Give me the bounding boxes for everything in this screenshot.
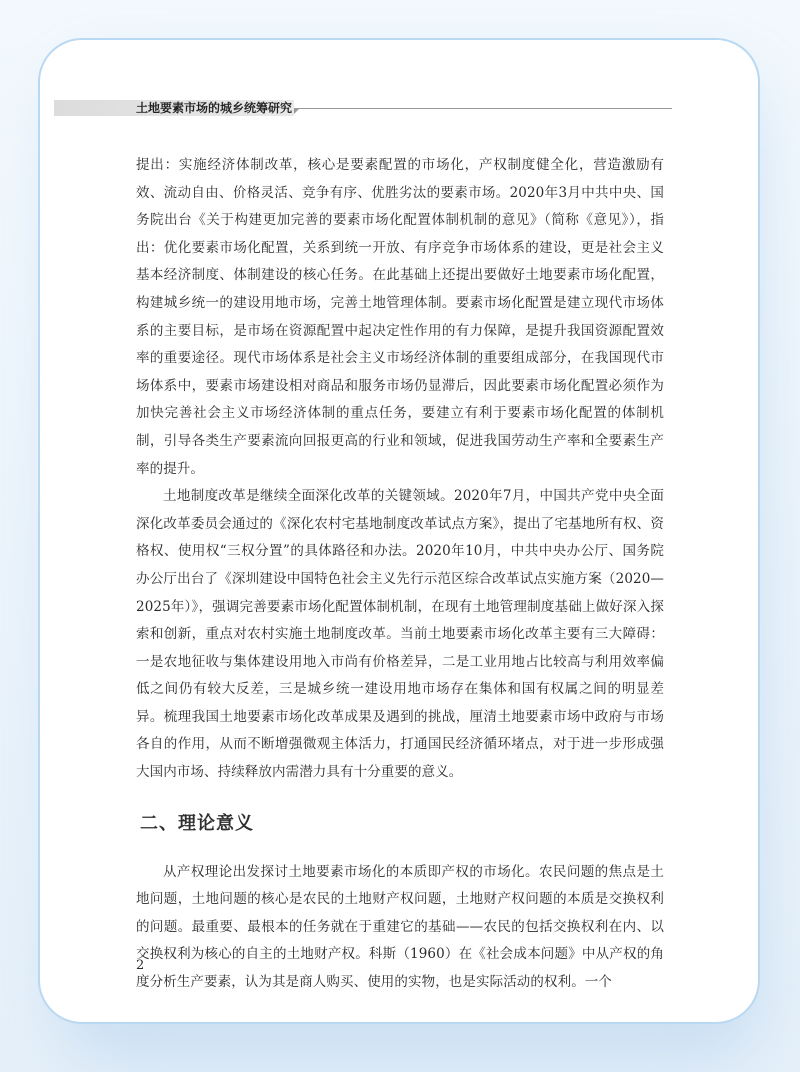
paragraph-property-rights: 从产权理论出发探讨土地要素市场化的本质即产权的市场化。农民问题的焦点是土地问题，土地问题的核心是农民的土地财产权问题，土地财产权问题的本质是交换权利的问题。最重要、最根本的任务就在于重建它的基础——农民的包括交换权利在内、以交换权利为核心的自主的土地财产权。科斯（1960）在《社会成本问题》中从产权的角度分析生产要素，认为其是商人购买、使用的实物，也是实际活动的权利。一个: [136, 863, 664, 991]
paragraph-land-reform: 土地制度改革是继续全面深化改革的关键领域。2020年7月，中国共产党中央全面深化改革委员会通过的《深化农村宅基地制度改革试点方案》，提出了宅基地所有权、资格权、使用权“三权分置”的具体路径和办法。2020年10月，中共中央办公厅、国务院办公厅出台了《深圳建设中国特色社会主义先行示范区综合改革试点实施方案（2020—2025年）》，强调完善要素市场化配置体制机制，在现有土地管理制度基础上做好深入探索和创新，重点对农村实施土地制度改革。当前土地要素市场化改革主要有三大障碍：一是农地征收与集体建设用地入市尚有价格差异，二是工业用地占比较高与利用效率偏低之间仍有较大反差，三是城乡统一建设用地市场存在集体和国有权属之间的明显差异。梳理我国土地要素市场化改革成果及遇到的挑战，厘清土地要素市场中政府与市场各自的作用，从而不断增强微观主体活力，打通国民经济循环堵点，对于进一步形成强大国内市场、持续释放内需潜力具有十分重要的意义。: [136, 488, 664, 781]
page-body: [136, 152, 664, 997]
paragraph-continuation: 提出：实施经济体制改革，核心是要素配置的市场化，产权制度健全化，营造激励有效、流动自由、价格灵活、竞争有序、优胜劣汰的要素市场。2020年3月中共中央、国务院出台《关于构建更加完善的要素市场化配置体制机制的意见》（简称《意见》），指出：优化要素市场化配置，关系到统一开放、有序竞争市场体系的建设，更是社会主义基本经济制度、体制建设的核心任务。在此基础上还提出要做好土地要素市场化配置，构建城乡统一的建设用地市场，完善土地管理体制。要素市场化配置是建立现代市场体系的主要目标，是市场在资源配置中起决定性作用的有力保障，是提升我国资源配置效率的重要途径。现代市场体系是社会主义市场经济体制的重要组成部分，在我国现代市场体系中，要素市场建设相对商品和服务市场仍显滞后，因此要素市场化配置必须作为加快完善社会主义市场经济体制的重点任务，要建立有利于要素市场化配置的体制机制，引导各类生产要素流向回报更高的行业和领域，促进我国劳动生产率和全要素生产率的提升。: [136, 157, 664, 477]
header-rule: [294, 108, 672, 109]
book-page: [38, 38, 760, 1024]
page-number: 2: [136, 958, 145, 973]
header-notch: [294, 108, 300, 114]
running-header: [54, 100, 672, 116]
running-header-title: 土地要素市场的城乡统筹研究: [136, 101, 293, 115]
section-heading: 二、理论意义: [140, 812, 254, 834]
